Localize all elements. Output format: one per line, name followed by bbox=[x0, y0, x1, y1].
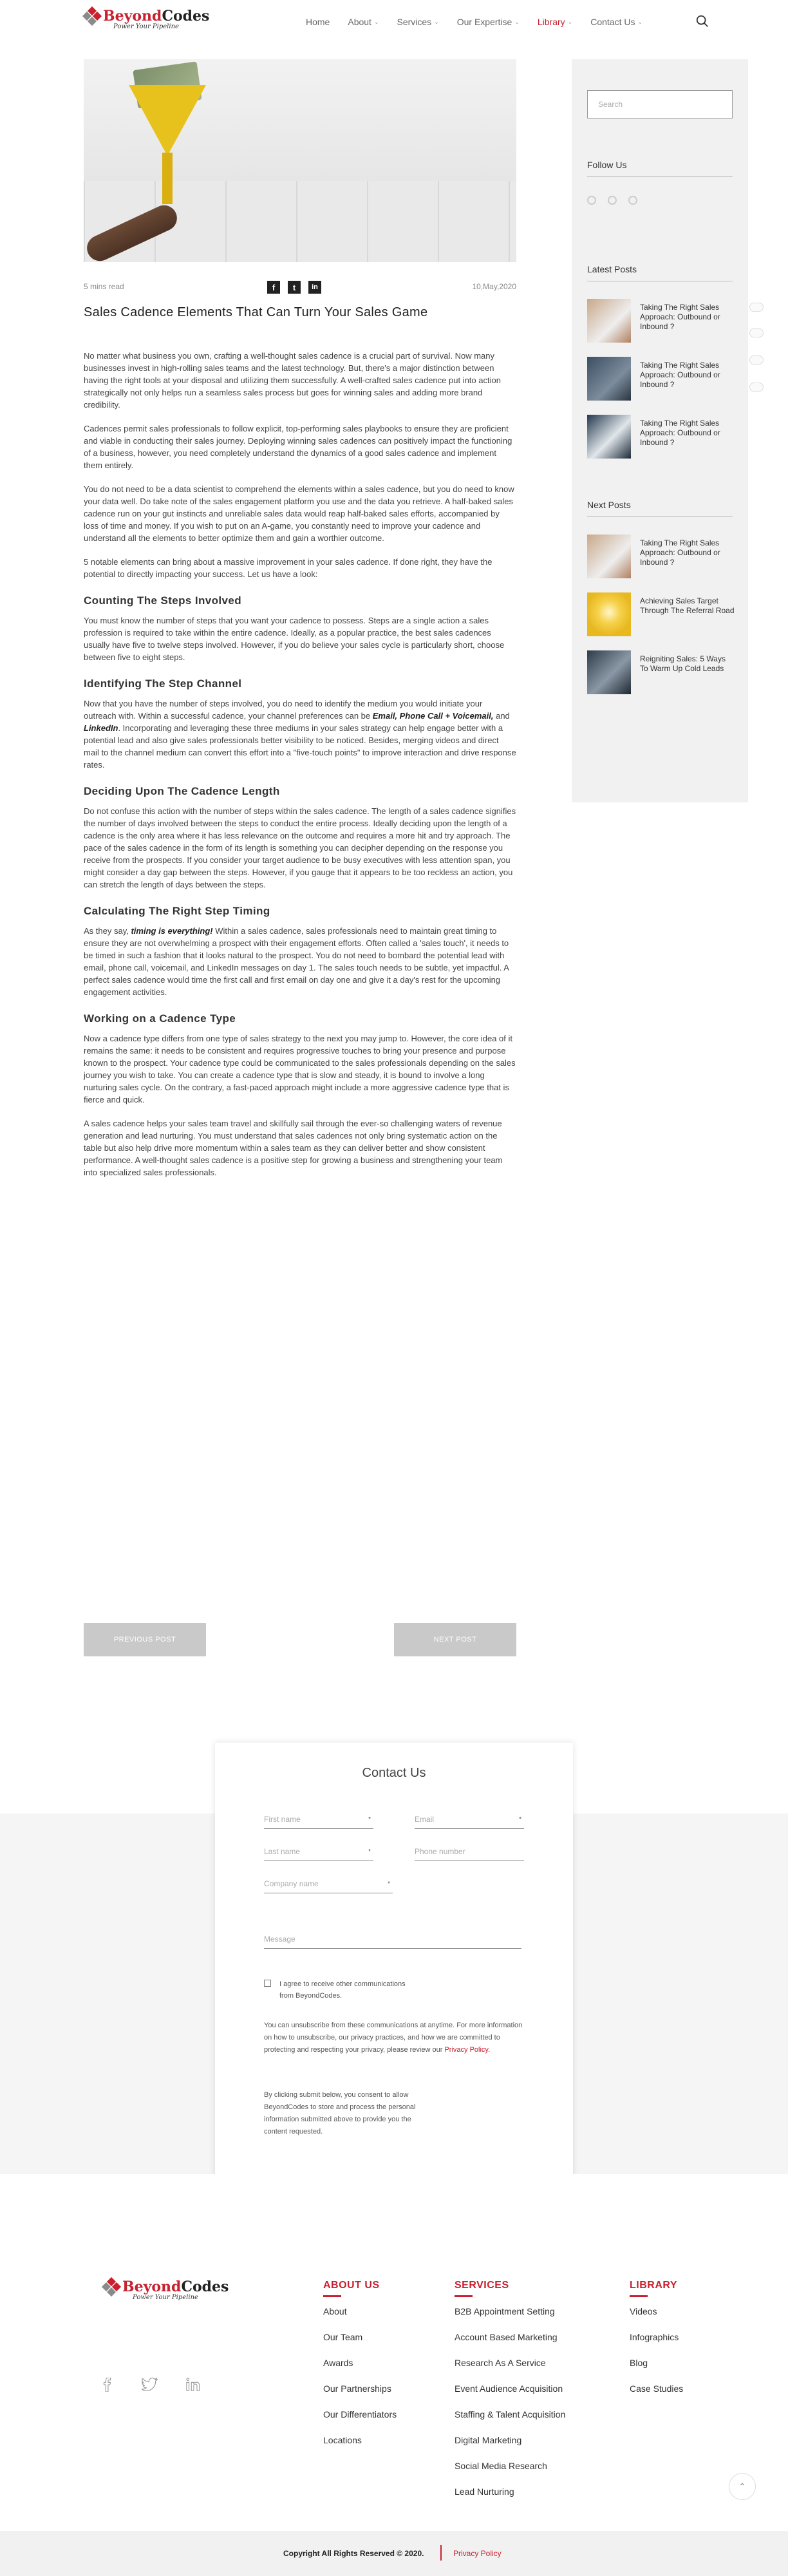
nav-home[interactable] bbox=[306, 17, 330, 27]
article-body bbox=[84, 307, 516, 1190]
required-mark: * bbox=[368, 1848, 371, 1855]
brand-name-part1: Beyond bbox=[122, 2278, 182, 2295]
paragraph-length: Do not confuse this action with the number of steps within the sales cadence. The length of a sales cadence signifies the number of days involved between the steps to conduct the entire process. Ideally deciding upon the length of a cadence is the only area where it has less relevance on the outcome and requires a more hit and try approach. The pace of the sales cadence in the form of its length is something you can decipher depending on the response you receive from the prospects. If you consider your target audience to be busy executives with less attention span, you might consider a day gap between the steps. However, if you gauge that it appears to be too reckless an action, you can stretch the length of days between the steps. bbox=[84, 806, 516, 889]
next-post-item[interactable] bbox=[587, 650, 733, 694]
footer-link[interactable]: Event Audience Acquisition bbox=[455, 2383, 563, 2394]
floating-share-icon[interactable] bbox=[749, 303, 764, 312]
heading-type: Working on a Cadence Type bbox=[84, 1012, 236, 1025]
nav-expertise-label: Our Expertise bbox=[456, 17, 512, 27]
chevron-down-icon: ⌄ bbox=[514, 18, 520, 25]
brand-name-part1: Beyond bbox=[103, 8, 162, 24]
paragraph-intro: No matter what business you own, crafting a well-thought sales cadence is a crucial part of survival. Now many businesses invest in high-rolling sales teams and the latest technology. But, there's a major distinction between having the right tools at your disposal and utilizing them successfully. A well-crafted sales cadence put into action strategically not only helps run a seamless sales process but goes for winning sales and adding more brand credibility. bbox=[84, 351, 501, 410]
post-thumbnail bbox=[587, 299, 631, 343]
required-mark: * bbox=[519, 1816, 521, 1823]
facebook-share-icon[interactable]: f bbox=[267, 281, 280, 294]
copyright-bar bbox=[0, 2531, 788, 2576]
brand-tagline: Power Your Pipeline bbox=[113, 23, 179, 30]
footer-link[interactable]: B2B Appointment Setting bbox=[455, 2306, 555, 2316]
brand-name-part2: Codes bbox=[181, 2278, 229, 2295]
previous-post-button[interactable]: PREVIOUS POST bbox=[84, 1623, 206, 1656]
post-thumbnail bbox=[587, 535, 631, 578]
heading-length: Deciding Upon The Cadence Length bbox=[84, 785, 280, 797]
footer-services-column bbox=[455, 2280, 565, 2511]
chevron-down-icon: ⌄ bbox=[567, 18, 573, 25]
linkedin-icon[interactable] bbox=[185, 2378, 201, 2392]
heading-channel: Identifying The Step Channel bbox=[84, 677, 242, 690]
copyright-text: Copyright All Rights Reserved © 2020. bbox=[283, 2549, 424, 2558]
text-span: . Incorporating and leveraging these three mediums in your sales strategy can help engage better with a potential lead and also give sales professionals better visibility to be noticed. Besides, merging videos and direct mail to the channel medium can convert this effort into a "five-touch points" to improve interaction and drive response rates. bbox=[84, 723, 516, 770]
logo-mark-icon bbox=[84, 8, 100, 24]
chevron-down-icon: ⌄ bbox=[434, 18, 439, 25]
footer-about-column bbox=[323, 2280, 397, 2459]
scroll-to-top-button[interactable] bbox=[729, 2473, 756, 2500]
search-icon[interactable] bbox=[695, 14, 709, 28]
footer-link[interactable]: Our Differentiators bbox=[323, 2409, 397, 2420]
read-time: 5 mins read bbox=[84, 282, 124, 291]
footer-link[interactable]: Account Based Marketing bbox=[455, 2332, 558, 2342]
post-meta bbox=[84, 281, 516, 294]
footer-link[interactable]: Digital Marketing bbox=[455, 2435, 522, 2445]
latest-posts-title: Latest Posts bbox=[587, 264, 637, 274]
footer-privacy-link[interactable]: Privacy Policy bbox=[453, 2549, 502, 2558]
submit-consent-text: By clicking submit below, you consent to allow BeyondCodes to store and process the personal information submitted above to provide you the content requested. bbox=[264, 2091, 416, 2136]
next-posts-title: Next Posts bbox=[587, 500, 631, 510]
follow-title: Follow Us bbox=[587, 160, 627, 170]
sidebar bbox=[572, 59, 748, 802]
post-title: Taking The Right Sales Approach: Outbound or Inbound ? bbox=[640, 361, 720, 389]
paragraph-steps: You must know the number of steps that you want your cadence to possess. Steps are a single action a sales profession is required to take within the entire cadence. Ideally, as a popular practice, the best sales cadences usually have five to twelve steps involved. However, if you do believe your sales cycle is particularly short, choose between five to eight steps. bbox=[84, 616, 505, 662]
sidebar-social bbox=[587, 196, 637, 205]
linkedin-share-icon[interactable]: in bbox=[308, 281, 321, 294]
heading-timing: Calculating The Right Step Timing bbox=[84, 905, 270, 917]
nav-contact-label: Contact Us bbox=[590, 17, 635, 27]
consent-checkbox[interactable] bbox=[264, 1980, 271, 1987]
hero-image bbox=[84, 59, 516, 262]
field-placeholder: Phone number bbox=[415, 1847, 465, 1856]
paragraph-timing bbox=[84, 925, 516, 998]
post-title: Achieving Sales Target Through The Referral Road bbox=[640, 596, 735, 615]
footer-link[interactable]: Our Team bbox=[323, 2332, 363, 2342]
post-thumbnail bbox=[587, 415, 631, 459]
field-placeholder: Last name bbox=[264, 1847, 301, 1856]
floating-share-icon[interactable] bbox=[749, 383, 764, 392]
footer-link[interactable]: Lead Nurturing bbox=[455, 2486, 514, 2497]
paragraph-3: You do not need to be a data scientist to comprehend the elements within a sales cadence, but you do need to know your data well. Do take note of the sales engagement platform you use and the data you retrieve. A half-baked sales cadence run on your gut instincts and unreliable sales data would reap half-baked sales efforts, accompanied by loss of time and money. If you wish to put on an A-game, you constantly need to improve your cadence and understand all the elements to better optimize them and gain a worthier outcome. bbox=[84, 484, 514, 543]
field-placeholder: First name bbox=[264, 1815, 301, 1824]
post-title: Taking The Right Sales Approach: Outbound or Inbound ? bbox=[640, 303, 720, 331]
text-span: . bbox=[488, 2046, 491, 2054]
footer-link[interactable]: Staffing & Talent Acquisition bbox=[455, 2409, 566, 2420]
footer-link[interactable]: Infographics bbox=[630, 2332, 679, 2342]
brand-logo[interactable] bbox=[84, 8, 209, 30]
field-placeholder: Message bbox=[264, 1935, 296, 1944]
emphasis-timing: timing is everything! bbox=[131, 926, 213, 936]
text-span: As they say, bbox=[84, 926, 131, 936]
footer-about-heading: ABOUT US bbox=[323, 2280, 380, 2291]
text-span: Within a sales cadence, sales professionals need to maintain great timing to ensure they are not overwhelming a prospect with their engagement efforts. Often called a 'sales touch', it needs to be timed in such a fashion that it looks natural to the prospect. You do not need to bombard the potential lead with email, phone call, voicemail, and LinkedIn messages on day 1. The sales touch needs to be subtle, yet impactful. A perfect sales cadence would time the first call and first email on day one and give it a day's rest for the upcoming engagement activities. bbox=[84, 926, 509, 997]
field-placeholder: Company name bbox=[264, 1879, 319, 1888]
footer-link[interactable]: Social Media Research bbox=[455, 2461, 547, 2471]
footer-link[interactable]: Our Partnerships bbox=[323, 2383, 391, 2394]
post-thumbnail bbox=[587, 592, 631, 636]
contact-form bbox=[215, 1743, 573, 2246]
email-field[interactable] bbox=[415, 1815, 524, 1829]
text-span: Now that you have the number of steps involved, you do need to identify the medium you would initiate your outreach with. Within a successful cadence, your channel preferences can be bbox=[84, 699, 483, 721]
unsubscribe-text bbox=[264, 2020, 528, 2056]
privacy-policy-link[interactable]: Privacy Policy bbox=[444, 2046, 489, 2054]
latest-post-item[interactable] bbox=[587, 415, 733, 459]
share-buttons bbox=[267, 281, 321, 294]
emphasis-channels: Email, Phone Call + Voicemail, bbox=[372, 711, 494, 721]
field-placeholder: Email bbox=[415, 1815, 435, 1824]
next-post-item[interactable] bbox=[587, 535, 733, 578]
latest-post-item[interactable] bbox=[587, 357, 733, 401]
nav-services-label: Services bbox=[397, 17, 432, 27]
paragraph-channel bbox=[84, 697, 516, 771]
text-span: You can unsubscribe from these communications at anytime. For more information on how to unsubscribe, our privacy practices, and how we are committed to protecting and respecting your privacy, please review our bbox=[264, 2022, 523, 2054]
nav-library-label: Library bbox=[537, 17, 565, 27]
phone-field[interactable] bbox=[415, 1847, 524, 1861]
footer-link[interactable]: Locations bbox=[323, 2435, 362, 2445]
sidebar-search-input[interactable] bbox=[587, 90, 733, 118]
article-title: Sales Cadence Elements That Can Turn Your Sales Game bbox=[84, 305, 428, 319]
paragraph-type: Now a cadence type differs from one type of sales strategy to the next you may jump to. However, the core idea of it remains the same: it needs to be consistent and requires progressive touches to bring your presence and purpose known to the prospect. Your cadence type could be communicated to the sales professionals depending on the sales journey you wish to take. You can create a cadence type that is slow and steady, it is bound to involve a long nurturing sales cycle. On the contrary, a fast-paced approach might include a more aggressive cadence type that is fierce and quick. bbox=[84, 1034, 516, 1104]
nav-services[interactable] bbox=[397, 17, 439, 27]
footer-library-heading: LIBRARY bbox=[630, 2280, 678, 2291]
next-post-button[interactable]: NEXT POST bbox=[394, 1623, 516, 1656]
post-date: 10,May,2020 bbox=[472, 282, 516, 291]
footer-library-column bbox=[630, 2280, 683, 2408]
chevron-up-icon: ⌃ bbox=[738, 2481, 746, 2492]
linkedin-icon[interactable] bbox=[628, 196, 637, 205]
nav-about[interactable] bbox=[348, 17, 379, 27]
emphasis-linkedin: LinkedIn bbox=[84, 723, 118, 733]
nav-about-label: About bbox=[348, 17, 371, 27]
text-span: and bbox=[493, 711, 510, 721]
footer-link[interactable]: Research As A Service bbox=[455, 2358, 546, 2368]
message-field[interactable] bbox=[264, 1935, 521, 1949]
chevron-down-icon: ⌄ bbox=[373, 18, 379, 25]
site-header bbox=[0, 0, 788, 45]
chevron-down-icon: ⌄ bbox=[637, 18, 643, 25]
post-thumbnail bbox=[587, 357, 631, 401]
logo-mark-icon bbox=[103, 2278, 120, 2295]
post-title: Reigniting Sales: 5 Ways To Warm Up Cold Leads bbox=[640, 654, 726, 673]
paragraph-4: 5 notable elements can bring about a massive improvement in your sales cadence. If done right, they have the potential to directly impacting your success. Let us have a look: bbox=[84, 557, 493, 579]
nav-expertise[interactable] bbox=[457, 17, 520, 27]
footer-link[interactable]: Videos bbox=[630, 2306, 657, 2316]
company-field[interactable] bbox=[264, 1879, 393, 1893]
twitter-icon[interactable] bbox=[142, 2378, 158, 2392]
facebook-icon[interactable] bbox=[587, 196, 596, 205]
brand-tagline: Power Your Pipeline bbox=[133, 2294, 198, 2301]
main-nav bbox=[306, 17, 643, 27]
latest-post-item[interactable] bbox=[587, 299, 733, 343]
footer-link[interactable]: About bbox=[323, 2306, 347, 2316]
facebook-icon[interactable] bbox=[100, 2378, 115, 2392]
twitter-icon[interactable] bbox=[608, 196, 617, 205]
nav-home-label: Home bbox=[306, 17, 330, 27]
required-mark: * bbox=[368, 1816, 371, 1823]
floating-share-icon[interactable] bbox=[749, 328, 764, 337]
footer-services-heading: SERVICES bbox=[455, 2280, 509, 2291]
post-title: Taking The Right Sales Approach: Outbound or Inbound ? bbox=[640, 419, 720, 447]
footer-logo[interactable] bbox=[103, 2278, 229, 2301]
nav-contact[interactable] bbox=[590, 17, 643, 27]
post-title: Taking The Right Sales Approach: Outbound or Inbound ? bbox=[640, 538, 720, 567]
nav-library[interactable] bbox=[538, 17, 572, 27]
post-thumbnail bbox=[587, 650, 631, 694]
next-post-item[interactable] bbox=[587, 592, 733, 636]
site-footer bbox=[0, 2174, 788, 2531]
contact-title: Contact Us bbox=[362, 1766, 426, 1780]
footer-link[interactable]: Awards bbox=[323, 2358, 353, 2368]
search-placeholder: Search bbox=[598, 100, 623, 109]
paragraph-final: A sales cadence helps your sales team travel and skillfully sail through the ever-so challenging waters of revenue generation and lead nurturing. You must understand that sales cadences not only bring systematic action on the table but also help drive more momentum within a sales team as they can deliver better and show consistent performance. A well-thought sales cadence is a positive step for growing a business and strengthening your team into specialized sales professionals. bbox=[84, 1119, 503, 1177]
footer-link[interactable]: Case Studies bbox=[630, 2383, 684, 2394]
first-name-field[interactable] bbox=[264, 1815, 373, 1829]
floating-share-icon[interactable] bbox=[749, 355, 764, 365]
required-mark: * bbox=[388, 1880, 390, 1888]
consent-label: I agree to receive other communications from BeyondCodes. bbox=[279, 1980, 406, 2000]
brand-name-part2: Codes bbox=[162, 8, 210, 24]
heading-steps: Counting The Steps Involved bbox=[84, 594, 242, 607]
footer-social bbox=[100, 2378, 201, 2392]
paragraph-2: Cadences permit sales professionals to follow explicit, top-performing sales playbooks to ensure they are proficient and viable in conducting their sales journey. Deploying winning sales cadences can positively impact the functioning of a business, however, you need completely understand the dynamics of a good sales cadence and implement them entirely. bbox=[84, 424, 512, 470]
last-name-field[interactable] bbox=[264, 1847, 373, 1861]
footer-link[interactable]: Blog bbox=[630, 2358, 648, 2368]
twitter-share-icon[interactable]: t bbox=[288, 281, 301, 294]
